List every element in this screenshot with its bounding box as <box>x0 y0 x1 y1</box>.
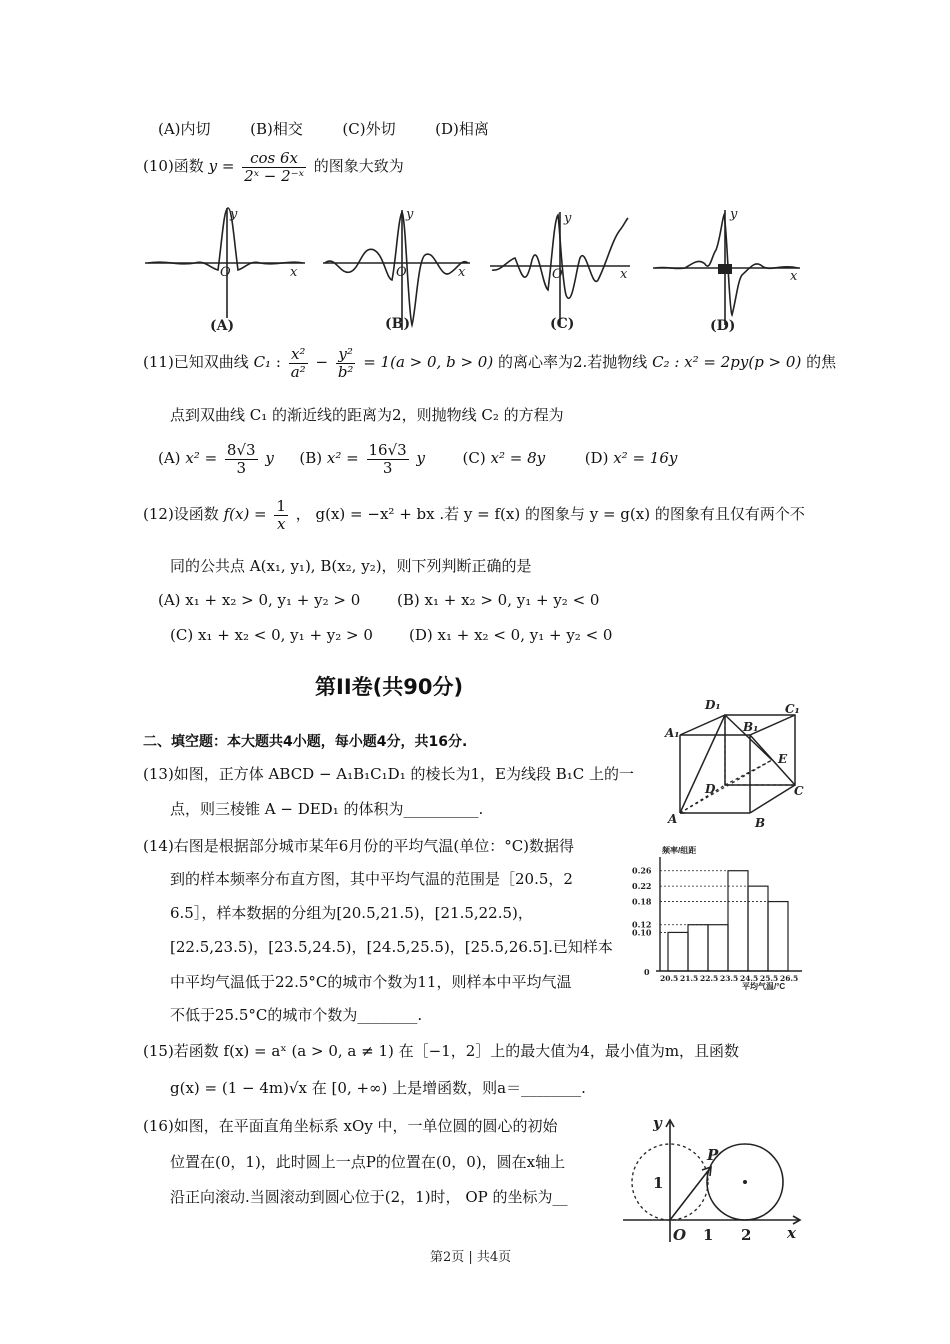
svg-text:O: O <box>220 265 231 280</box>
q11-option-a: (A) x² = $\frac{8√3}{3}$ y <box>158 441 274 477</box>
q14-line6: 不低于25.5°C的城市个数为________. <box>170 1006 423 1024</box>
q14-line5: 中平均气温低于22.5°C的城市个数为11，则样本中平均气温 <box>170 973 572 991</box>
svg-text:A: A <box>668 812 678 826</box>
q9-option-d: (D)相离 <box>435 120 489 138</box>
hist-bar <box>748 886 768 971</box>
q14-line1: (14)右图是根据部分城市某年6月份的平均气温(单位：°C)数据得 <box>143 837 575 855</box>
q11-options <box>158 442 677 476</box>
hist-x-tick-label: 21.5 <box>680 974 699 983</box>
q16-line2: 位置在(0，1)，此时圆上一点P的位置在(0，0)，圆在x轴上 <box>170 1153 566 1171</box>
svg-text:C₁: C₁ <box>785 702 800 716</box>
svg-text:2: 2 <box>741 1226 752 1244</box>
hist-y-tick-label: 0.22 <box>632 881 652 892</box>
q16-line1: (16)如图，在平面直角坐标系 xOy 中，一单位圆的圆心的初始 <box>143 1117 558 1135</box>
q12-option-c: (C) x₁ + x₂ < 0, y₁ + y₂ > 0 <box>170 626 373 644</box>
q11-line2: 点到双曲线 C₁ 的渐近线的距离为2，则抛物线 C₂ 的方程为 <box>170 406 564 424</box>
section2-heading: 二、填空题：本大题共4小题，每小题4分，共16分. <box>143 734 468 750</box>
hist-y-tick-label: 0.18 <box>632 896 652 907</box>
q10-graph-b-label: (B) <box>385 316 411 332</box>
q12-line2: 同的公共点 A(x₁, y₁), B(x₂, y₂)，则下列判断正确的是 <box>170 557 532 575</box>
svg-text:x: x <box>790 269 798 284</box>
q9-option-b: (B)相交 <box>250 120 303 138</box>
q11-option-b: (B) x² = $\frac{16√3}{3}$ y <box>299 441 425 477</box>
q11-stem: (11)已知双曲线 C₁ : $\frac{\text{x²}}{\text{a²}}$ − $\frac{\text{y²}}{\text{b²}}$ = 1(a > 0, b > 0) 的离心率为2.若抛物线 C₂ : x² = 2py(p > 0) 的焦 <box>143 345 837 381</box>
q12-stem: (12)设函数 f(x) = $\frac{1}{x}$ ， g(x) = −x² + bx .若 y = f(x) 的图象与 y = g(x) 的图象有且仅有两个不 <box>143 497 805 533</box>
q15-line1: (15)若函数 f(x) = aˣ (a > 0, a ≠ 1) 在［−1，2］上的最大值为4，最小值为m，且函数 <box>143 1042 740 1060</box>
q10-graph-d-label: (D) <box>710 318 736 334</box>
hist-xlabel: 平均气温/°C <box>742 982 786 991</box>
q10-graphs <box>140 200 810 335</box>
q11-option-c: (C) x² = 8y <box>462 449 546 467</box>
hist-x-tick-label: 23.5 <box>720 974 739 983</box>
hist-origin: 0 <box>644 967 650 977</box>
svg-text:O: O <box>396 265 407 280</box>
q14-line3: 6.5］，样本数据的分组为[20.5,21.5)，[21.5,22.5)， <box>170 904 533 922</box>
svg-text:B₁: B₁ <box>743 720 759 734</box>
hist-bar <box>768 902 788 971</box>
q10-graph-a-label: (A) <box>210 318 235 334</box>
hist-y-tick-label: 0.10 <box>632 927 652 938</box>
hist-bar <box>688 925 708 971</box>
q16-line3: 沿正向滚动.当圆滚动到圆心位于(2，1)时， OP 的坐标为__ <box>170 1188 568 1206</box>
svg-text:B: B <box>755 816 766 830</box>
svg-text:x: x <box>290 265 298 280</box>
svg-text:y: y <box>730 207 738 222</box>
svg-text:E: E <box>778 752 788 766</box>
q9-option-c: (C)外切 <box>342 120 396 138</box>
hist-x-tick-label: 22.5 <box>700 974 719 983</box>
q9-option-a: (A)内切 <box>158 120 211 138</box>
part2-title: 第II卷(共90分) <box>315 675 464 699</box>
q14-line2: 到的样本频率分布直方图，其中平均气温的范围是［20.5，2 <box>170 870 573 888</box>
svg-text:y: y <box>653 1114 662 1132</box>
hist-ylabel: 频率/组距 <box>662 846 697 855</box>
q12-option-b: (B) x₁ + x₂ > 0, y₁ + y₂ < 0 <box>397 591 600 609</box>
q10-stem: (10)函数 y = $\frac{\cos 6x}{\text{2ˣ − 2⁻ˣ}}$ 的图象大致为 <box>143 149 404 185</box>
hist-bar <box>708 925 728 971</box>
svg-text:P: P <box>707 1146 719 1164</box>
svg-text:1: 1 <box>703 1226 714 1244</box>
svg-text:O: O <box>552 267 563 282</box>
hist-x-tick-label: 24.5 <box>740 974 759 983</box>
svg-text:y: y <box>406 207 414 222</box>
svg-text:1: 1 <box>653 1174 664 1192</box>
svg-text:x: x <box>620 267 628 282</box>
svg-text:D₁: D₁ <box>705 698 721 712</box>
hist-y-tick-label: 0.12 <box>632 919 652 930</box>
hist-bar <box>668 932 688 971</box>
cube-figure <box>660 695 810 830</box>
q10-graph-c-label: (C) <box>550 316 575 332</box>
rolling-circle-figure <box>615 1112 810 1244</box>
q15-line2: g(x) = (1 − 4m)√x 在 [0, +∞) 上是增函数，则a＝________. <box>170 1079 586 1097</box>
q9-options <box>158 118 489 139</box>
hist-y-tick-label: 0.26 <box>632 865 652 876</box>
page-footer: 第2页 | 共4页 <box>430 1250 512 1265</box>
hist-x-tick-label: 25.5 <box>760 974 779 983</box>
hist-x-tick-label: 26.5 <box>780 974 799 983</box>
hist-x-tick-label: 20.5 <box>660 974 679 983</box>
frequency-histogram <box>630 843 810 993</box>
svg-text:A₁: A₁ <box>665 726 680 740</box>
q12-option-a: (A) x₁ + x₂ > 0, y₁ + y₂ > 0 <box>158 591 361 609</box>
svg-text:D: D <box>705 782 716 796</box>
q13-line2: 点，则三棱锥 A − DED₁ 的体积为__________. <box>170 800 484 818</box>
svg-text:C: C <box>794 784 804 798</box>
q11-option-d: (D) x² = 16y <box>584 449 678 467</box>
q12-option-d: (D) x₁ + x₂ < 0, y₁ + y₂ < 0 <box>409 626 613 644</box>
svg-text:y: y <box>564 211 572 226</box>
svg-text:x: x <box>458 265 466 280</box>
svg-text:x: x <box>787 1224 796 1242</box>
svg-text:O: O <box>673 1226 687 1244</box>
q10-fraction: $\frac{\cos 6x}{\text{2ˣ − 2⁻ˣ}}$ <box>244 149 304 185</box>
q13-line1: (13)如图，正方体 ABCD − A₁B₁C₁D₁ 的棱长为1，E为线段 B₁C 上的一 <box>143 765 635 783</box>
q14-line4: [22.5,23.5)，[23.5,24.5)，[24.5,25.5)，[25.5,26.5].已知样本 <box>170 938 613 956</box>
svg-text:y: y <box>230 207 238 222</box>
